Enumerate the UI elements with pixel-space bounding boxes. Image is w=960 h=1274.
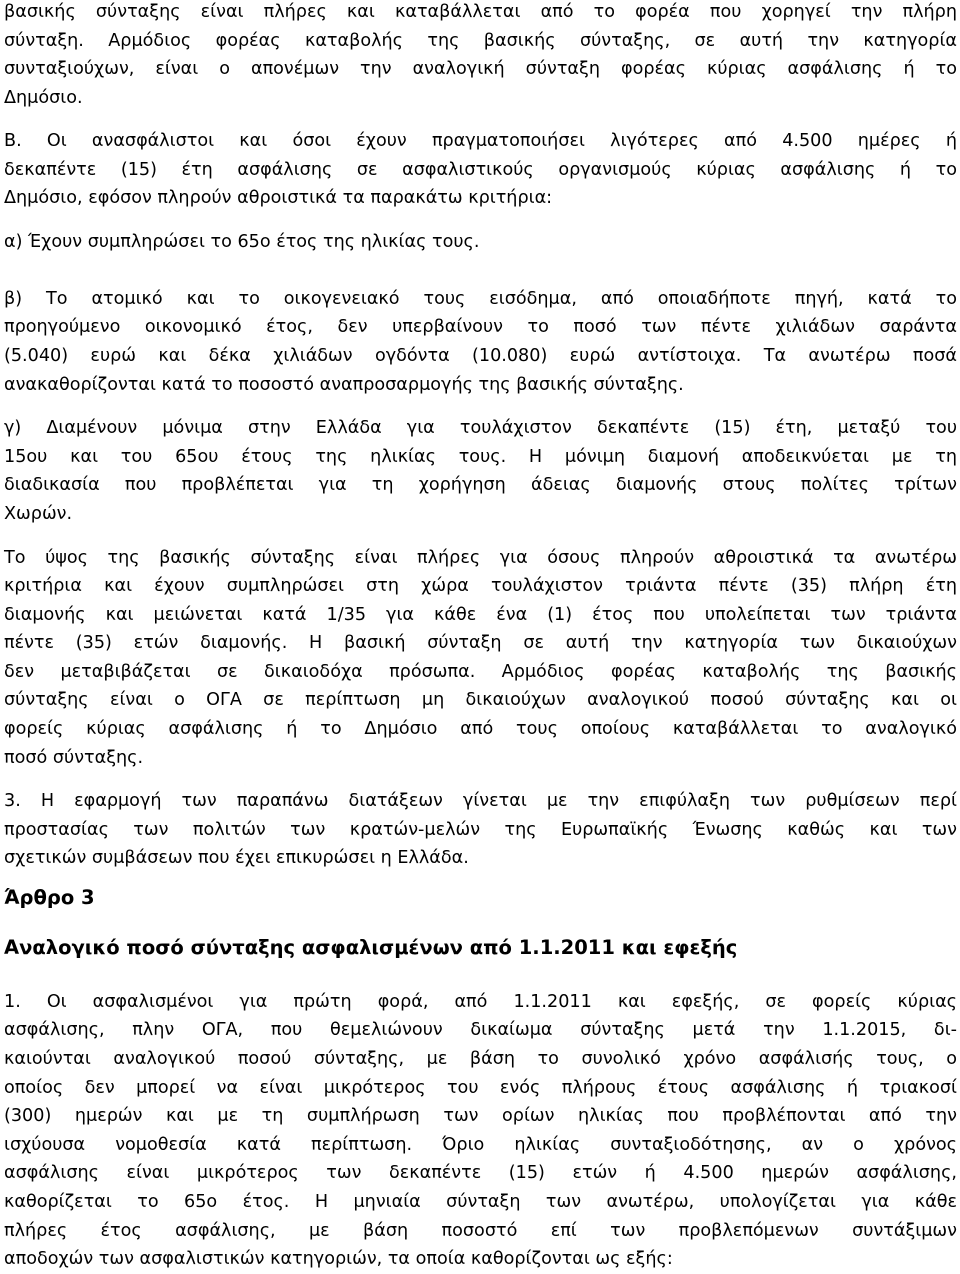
text-line: ποσό σύνταξης. — [4, 748, 144, 768]
text-line: σύνταξης είναι ο ΟΓΑ σε περίπτωση μη δικαιούχων αναλογικού ποσού σύνταξης και οι — [4, 690, 957, 710]
text-line: ισχύουσα νομοθεσία κατά περίπτωση. Όριο ηλικίας συνταξιοδότησης, αν ο χρόνος — [4, 1135, 957, 1155]
text-line: ασφάλισης, πλην ΟΓΑ, που θεμελιώνουν δικαίωμα σύνταξης μετά την 1.1.2015, δι- — [4, 1020, 957, 1040]
text-line: σχετικών συμβάσεων που έχει επικυρώσει η Ελλάδα. — [4, 848, 469, 868]
text-line: καθορίζεται το 65ο έτος. Η μηνιαία σύνταξη των ανωτέρω, υπολογίζεται για κάθε — [4, 1192, 957, 1212]
document-page — [4, 0, 957, 1269]
text-line: β) Το ατομικό και το οικογενειακό τους εισόδημα, από οποιαδήποτε πηγή, κατά το — [4, 289, 957, 309]
text-line: 1. Οι ασφαλισμένοι για πρώτη φορά, από 1.1.2011 και εφεξής, σε φορείς κύριας — [4, 992, 957, 1012]
text-line: φορείς κύριας ασφάλισης ή το Δημόσιο από τους οποίους καταβάλλεται το αναλογικό — [4, 719, 957, 739]
text-line: Β. Οι ανασφάλιστοι και όσοι έχουν πραγματοποιήσει λιγότερες από 4.500 ημέρες ή — [4, 131, 957, 151]
text-line: (300) ημερών και με τη συμπλήρωση των ορίων ηλικίας που προβλέπονται από την — [4, 1106, 957, 1126]
text-line: Χωρών. — [4, 504, 73, 524]
text-line: ανακαθορίζονται κατά το ποσοστό αναπροσαρμογής της βασικής σύνταξης. — [4, 375, 684, 395]
article-heading: Άρθρο 3 — [4, 886, 95, 909]
text-line: δεν μεταβιβάζεται σε δικαιοδόχα πρόσωπα. Αρμόδιος φορέας καταβολής της βασικής — [4, 662, 957, 682]
text-line: διαδικασία που προβλέπεται για τη χορήγηση άδειας διαμονής στους πολίτες τρίτων — [4, 475, 957, 495]
text-line: γ) Διαμένουν μόνιμα στην Ελλάδα για τουλάχιστον δεκαπέντε (15) έτη, μεταξύ του — [4, 418, 957, 438]
text-line: ασφάλισης είναι μικρότερος των δεκαπέντε (15) ετών ή 4.500 ημερών ασφάλισης, — [4, 1163, 957, 1183]
text-line: συνταξιούχων, είναι ο απονέμων την αναλογική σύνταξη φορέας κύριας ασφάλισης ή το — [4, 59, 957, 79]
text-line: προηγούμενο οικονομικό έτος, δεν υπερβαίνουν το ποσό των πέντε χιλιάδων σαράντα — [4, 317, 957, 337]
text-line: πλήρες έτος ασφάλισης, με βάση ποσοστό επί των προβλεπόμενων συντάξιμων — [4, 1221, 957, 1241]
text-line: 15ου και του 65ου έτους της ηλικίας τους. Η μόνιμη διαμονή αποδεικνύεται με τη — [4, 447, 957, 467]
text-line: Δημόσιο, εφόσον πληρούν αθροιστικά τα παρακάτω κριτήρια: — [4, 188, 553, 208]
text-line: αποδοχών των ασφαλιστικών κατηγοριών, τα οποία καθορίζονται ως εξής: — [4, 1249, 673, 1269]
text-line: πέντε (35) ετών διαμονής. Η βασική σύνταξη σε αυτή την κατηγορία των δικαιούχων — [4, 633, 957, 653]
text-line: διαμονής και μειώνεται κατά 1/35 για κάθε ένα (1) έτος που υπολείπεται των τριάντα — [4, 605, 957, 625]
text-line: κριτήρια και έχουν συμπληρώσει στη χώρα τουλάχιστον τριάντα πέντε (35) πλήρη έτη — [4, 576, 957, 596]
text-line: Το ύψος της βασικής σύνταξης είναι πλήρες για όσους πληρούν αθροιστικά τα ανωτέρω — [4, 548, 957, 568]
text-line: οποίος δεν μπορεί να είναι μικρότερος του ενός πλήρους έτους ασφάλισης ή τριακοσί — [4, 1078, 957, 1098]
text-line: καιούνται αναλογικού ποσού σύνταξης, με βάση το συνολικό χρόνο ασφάλισής τους, ο — [4, 1049, 957, 1069]
text-line: α) Έχουν συμπληρώσει το 65ο έτος της ηλικίας τους. — [4, 232, 480, 252]
text-line: σύνταξη. Αρμόδιος φορέας καταβολής της βασικής σύνταξης, σε αυτή την κατηγορία — [4, 31, 957, 51]
text-line: 3. Η εφαρμογή των παραπάνω διατάξεων γίνεται με την επιφύλαξη των ρυθμίσεων περί — [4, 791, 957, 811]
text-line: προστασίας των πολιτών των κρατών-μελών της Ευρωπαϊκής Ένωσης καθώς και των — [4, 820, 957, 840]
text-line: βασικής σύνταξης είναι πλήρες και καταβάλλεται από το φορέα που χορηγεί την πλήρη — [4, 2, 957, 22]
text-line: δεκαπέντε (15) έτη ασφάλισης σε ασφαλιστικούς οργανισμούς κύριας ασφάλισης ή το — [4, 160, 957, 180]
text-line: (5.040) ευρώ και δέκα χιλιάδων ογδόντα (10.080) ευρώ αντίστοιχα. Τα ανωτέρω ποσά — [4, 346, 957, 366]
article-title: Αναλογικό ποσό σύνταξης ασφαλισμένων από 1.1.2011 και εφεξής — [4, 936, 738, 959]
text-line: Δημόσιο. — [4, 88, 83, 108]
